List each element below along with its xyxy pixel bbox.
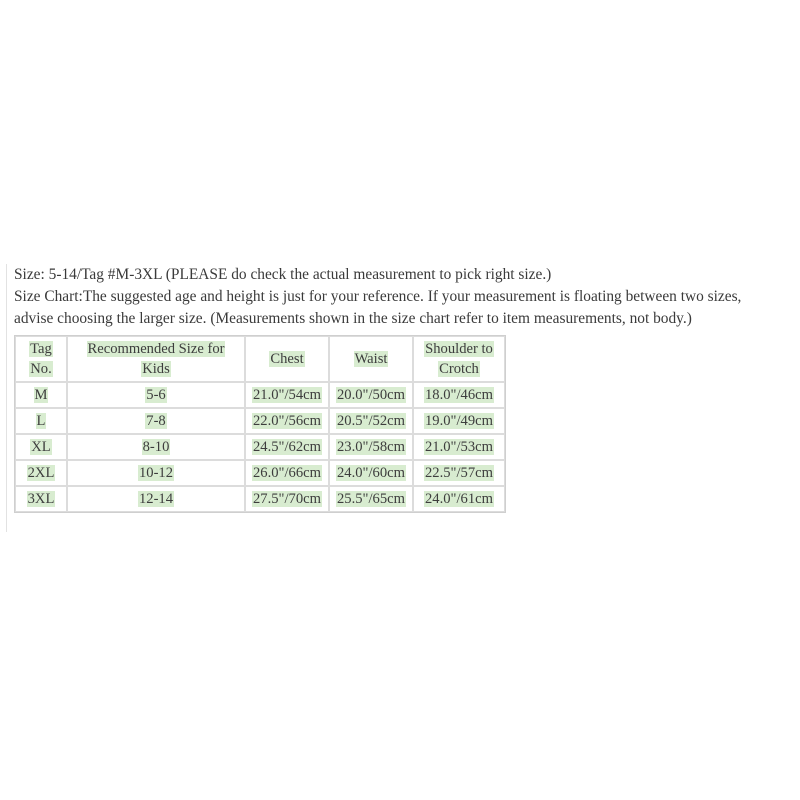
cell-shoulder-text: 18.0"/46cm — [425, 386, 493, 403]
cell-waist-text: 23.0"/58cm — [337, 438, 405, 455]
cell-recommended-text: 12-14 — [138, 490, 174, 507]
cell-tag — [15, 460, 67, 486]
header-tag-no — [15, 336, 67, 382]
size-chart-document — [6, 264, 796, 532]
cell-tag-text: XL — [31, 438, 51, 455]
cell-waist — [329, 408, 413, 434]
header-tag-label: Tag — [30, 341, 52, 357]
table-row — [15, 486, 505, 512]
header-chest-label: Chest — [270, 351, 304, 367]
cell-recommended-text: 7-8 — [146, 412, 166, 429]
size-table — [14, 335, 506, 513]
cell-tag-text: 2XL — [27, 464, 55, 481]
cell-chest — [245, 486, 329, 512]
header-crotch-label: Crotch — [439, 361, 479, 377]
cell-tag — [15, 486, 67, 512]
cell-waist-text: 25.5"/65cm — [337, 490, 405, 507]
cell-tag-text: 3XL — [27, 490, 55, 507]
cell-shoulder — [413, 434, 505, 460]
cell-chest — [245, 408, 329, 434]
cell-shoulder — [413, 460, 505, 486]
size-range-line: Size: 5-14/Tag #M-3XL (PLEASE do check the actual measurement to pick right size.) — [14, 266, 552, 283]
cell-shoulder — [413, 382, 505, 408]
cell-chest-text: 27.5"/70cm — [253, 490, 321, 507]
cell-recommended — [67, 460, 245, 486]
table-row — [15, 434, 505, 460]
cell-waist — [329, 382, 413, 408]
cell-recommended — [67, 408, 245, 434]
cell-recommended-text: 10-12 — [138, 464, 174, 481]
cell-waist-text: 24.0"/60cm — [337, 464, 405, 481]
cell-waist — [329, 460, 413, 486]
header-waist — [329, 336, 413, 382]
cell-recommended-text: 5-6 — [146, 386, 166, 403]
intro-text — [14, 264, 796, 330]
cell-recommended — [67, 382, 245, 408]
size-chart-advice-line: advise choosing the larger size. (Measurements shown in the size chart refer to item measurements, not body.) — [14, 310, 692, 327]
cell-tag-text: L — [36, 412, 46, 429]
cell-shoulder — [413, 486, 505, 512]
cell-shoulder-text: 21.0"/53cm — [425, 438, 493, 455]
cell-tag-text: M — [34, 386, 48, 403]
cell-shoulder — [413, 408, 505, 434]
cell-chest — [245, 460, 329, 486]
cell-waist-text: 20.5"/52cm — [337, 412, 405, 429]
header-no-label: No. — [30, 361, 52, 377]
header-shoulder-label: Shoulder to — [425, 341, 493, 357]
cell-shoulder-text: 24.0"/61cm — [425, 490, 493, 507]
cell-waist — [329, 434, 413, 460]
cell-chest — [245, 382, 329, 408]
cell-waist — [329, 486, 413, 512]
cell-chest — [245, 434, 329, 460]
cell-recommended-text: 8-10 — [142, 438, 170, 455]
cell-shoulder-text: 19.0"/49cm — [425, 412, 493, 429]
cell-chest-text: 26.0"/66cm — [253, 464, 321, 481]
cell-waist-text: 20.0"/50cm — [337, 386, 405, 403]
header-chest — [245, 336, 329, 382]
table-row — [15, 460, 505, 486]
table-row — [15, 408, 505, 434]
header-recommended-label: Recommended Size for — [87, 341, 225, 357]
table-row — [15, 382, 505, 408]
size-chart-note-line: Size Chart:The suggested age and height is just for your reference. If your measurement is floating between two sizes, — [14, 288, 742, 305]
cell-recommended — [67, 434, 245, 460]
header-kids-label: Kids — [142, 361, 170, 377]
header-recommended-size — [67, 336, 245, 382]
header-waist-label: Waist — [354, 351, 388, 367]
cell-tag — [15, 408, 67, 434]
cell-shoulder-text: 22.5"/57cm — [425, 464, 493, 481]
cell-tag — [15, 434, 67, 460]
cell-tag — [15, 382, 67, 408]
cell-chest-text: 22.0"/56cm — [253, 412, 321, 429]
cell-chest-text: 24.5"/62cm — [253, 438, 321, 455]
cell-recommended — [67, 486, 245, 512]
table-header-row — [15, 336, 505, 382]
cell-chest-text: 21.0"/54cm — [253, 386, 321, 403]
header-shoulder-to-crotch — [413, 336, 505, 382]
